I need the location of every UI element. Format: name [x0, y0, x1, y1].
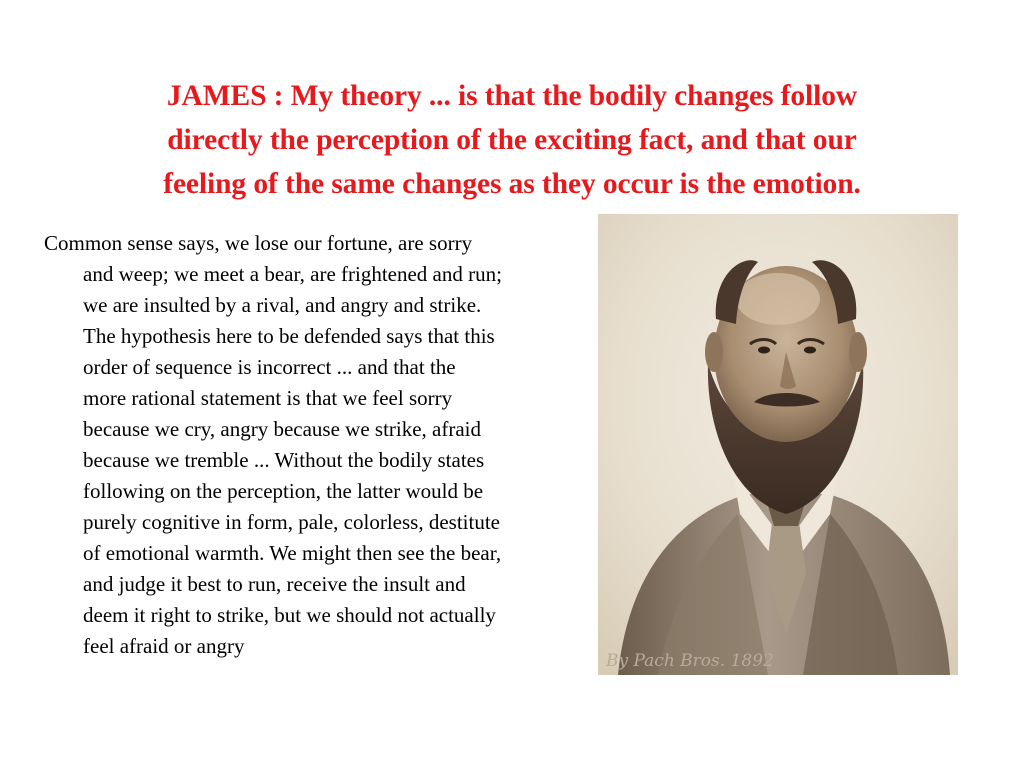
quote-line: and weep; we meet a bear, are frightened and run; — [83, 262, 502, 286]
slide-title — [70, 74, 954, 206]
quote-line: Common sense says, we lose our fortune, are sorry — [44, 231, 473, 255]
quote-line: deem it right to strike, but we should not actually — [83, 603, 496, 627]
quote-line: following on the perception, the latter would be — [83, 479, 484, 503]
quote-paragraph — [44, 228, 604, 662]
quote-line: feel afraid or angry — [83, 634, 245, 658]
portrait-photo — [598, 214, 958, 675]
quote-line: because we cry, angry because we strike, afraid — [83, 417, 482, 441]
quote-line: The hypothesis here to be defended says that this — [83, 324, 495, 348]
quote-line: and judge it best to run, receive the insult and — [83, 572, 466, 596]
portrait-signature: By Pach Bros. 1892 — [606, 651, 774, 671]
quote-line: we are insulted by a rival, and angry and strike. — [83, 293, 482, 317]
quote-line: of emotional warmth. We might then see the bear, — [83, 541, 502, 565]
title-line: directly the perception of the exciting fact, and that our — [167, 124, 857, 156]
quote-line: because we tremble ... Without the bodily states — [83, 448, 485, 472]
quote-line: more rational statement is that we feel sorry — [83, 386, 453, 410]
quote-line: order of sequence is incorrect ... and that the — [83, 355, 456, 379]
title-line: JAMES : My theory ... is that the bodily changes follow — [166, 80, 858, 112]
portrait-photo-icon — [598, 214, 958, 675]
title-line: feeling of the same changes as they occur is the emotion. — [163, 168, 861, 200]
quote-line: purely cognitive in form, pale, colorless, destitute — [83, 510, 500, 534]
